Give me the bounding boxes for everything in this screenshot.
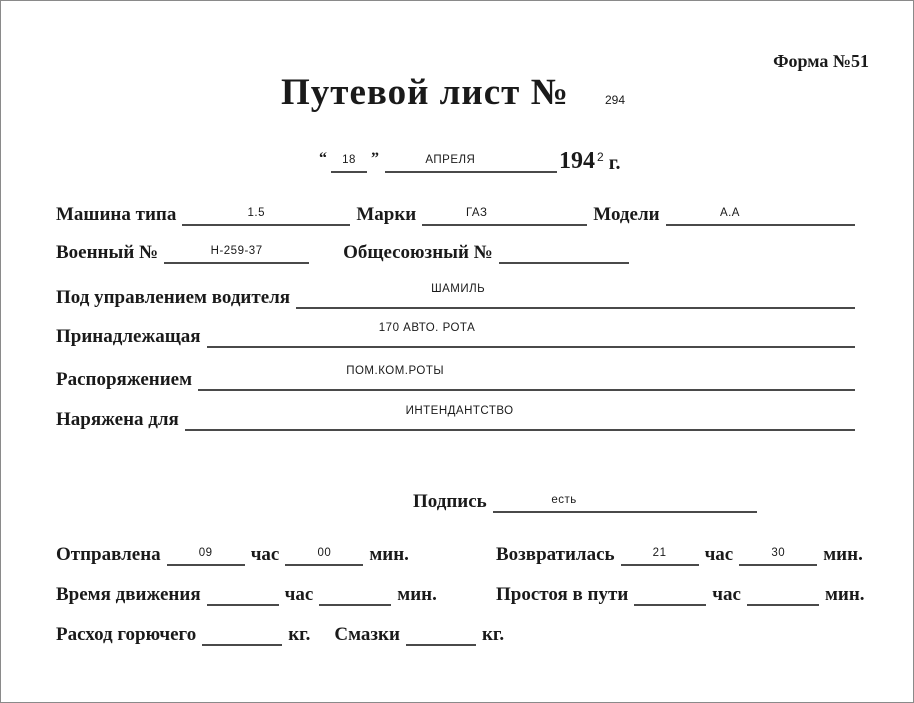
idle-hour-unit: час [712, 584, 741, 606]
brand-value: ГАЗ [465, 207, 488, 219]
returned-label: Возвратилась [496, 544, 615, 566]
assigned-for-field[interactable] [185, 407, 855, 431]
returned-minute-value: 30 [771, 547, 786, 559]
driving-minute-field[interactable] [319, 582, 391, 606]
order-label: Распоряжением [56, 369, 193, 391]
close-quote: ” [371, 150, 379, 167]
machine-type-value: 1.5 [247, 207, 266, 219]
brand-field[interactable] [422, 202, 587, 226]
driving-time-label: Время движения [56, 584, 201, 606]
row-numbers [56, 234, 635, 264]
returned-minute-field[interactable] [739, 542, 817, 566]
signature-value: есть [551, 494, 577, 506]
driver-label: Под управлением водителя [56, 287, 291, 309]
idle-time-label: Простоя в пути [496, 584, 629, 606]
row-returned [496, 536, 874, 566]
idle-minute-unit: мин. [824, 584, 865, 606]
order-value: ПОМ.КОМ.РОТЫ [346, 365, 445, 377]
departed-hour-unit: час [250, 544, 280, 566]
row-order [56, 361, 861, 391]
date-month-value: АПРЕЛЯ [425, 154, 476, 166]
assigned-for-value: ИНТЕНДАНТСТВО [405, 405, 514, 417]
brand-label: Марки [356, 204, 417, 226]
idle-minute-field[interactable] [747, 582, 819, 606]
military-number-field[interactable] [164, 240, 309, 264]
departed-minute-value: 00 [317, 547, 332, 559]
returned-hour-field[interactable] [621, 542, 699, 566]
row-assigned-for [56, 401, 861, 431]
union-number-label: Общесоюзный № [343, 242, 493, 264]
date-day-field[interactable] [331, 149, 367, 173]
fuel-label: Расход горючего [56, 624, 197, 646]
belonging-field[interactable] [207, 324, 855, 348]
year-suffix: г. [608, 152, 621, 174]
belonging-label: Принадлежащая [56, 326, 201, 348]
departed-minute-unit: мин. [369, 544, 409, 566]
date-year-digit[interactable]: 2 [597, 150, 604, 164]
machine-type-label: Машина типа [56, 204, 177, 226]
fuel-unit: кг. [288, 624, 311, 646]
signature-label: Подпись [413, 491, 487, 513]
row-signature [413, 483, 763, 513]
date-day-value: 18 [342, 154, 356, 166]
machine-type-field[interactable] [182, 202, 350, 226]
driver-field[interactable] [296, 285, 855, 309]
driving-hour-unit: час [284, 584, 314, 606]
form-title: Путевой лист № [281, 72, 569, 113]
military-number-value: Н-259-37 [210, 245, 263, 257]
model-label: Модели [593, 204, 660, 226]
returned-minute-unit: мин. [823, 544, 863, 566]
departed-label: Отправлена [56, 544, 161, 566]
military-number-label: Военный № [56, 242, 159, 264]
year-prefix: 194 [559, 148, 595, 174]
driver-value: ШАМИЛЬ [431, 283, 486, 295]
departed-hour-value: 09 [198, 547, 213, 559]
returned-hour-value: 21 [652, 547, 667, 559]
belonging-value: 170 АВТО. РОТА [378, 322, 476, 334]
form-title-number: 294 [605, 93, 626, 107]
model-value: А.А [719, 207, 740, 219]
departed-minute-field[interactable] [285, 542, 363, 566]
signature-field[interactable] [493, 489, 757, 513]
row-idle-time [496, 576, 874, 606]
lubricant-label: Смазки [334, 624, 400, 646]
returned-hour-unit: час [704, 544, 734, 566]
union-number-field[interactable] [499, 240, 629, 264]
row-belonging [56, 318, 861, 348]
row-consumption [56, 616, 504, 646]
form-number: Форма №51 [773, 51, 869, 71]
driving-minute-unit: мин. [397, 584, 437, 606]
row-driver [56, 279, 861, 309]
date-month-field[interactable] [385, 149, 557, 173]
assigned-for-label: Наряжена для [56, 409, 179, 431]
model-field[interactable] [666, 202, 855, 226]
departed-hour-field[interactable] [167, 542, 245, 566]
fuel-field[interactable] [202, 622, 282, 646]
row-machine [56, 196, 861, 226]
date-line [319, 143, 621, 173]
driving-hour-field[interactable] [207, 582, 279, 606]
row-driving-time [56, 576, 437, 606]
open-quote: “ [319, 150, 327, 167]
order-field[interactable] [198, 367, 855, 391]
idle-hour-field[interactable] [634, 582, 706, 606]
lubricant-unit: кг. [481, 624, 505, 646]
lubricant-field[interactable] [406, 622, 476, 646]
row-departed [56, 536, 418, 566]
